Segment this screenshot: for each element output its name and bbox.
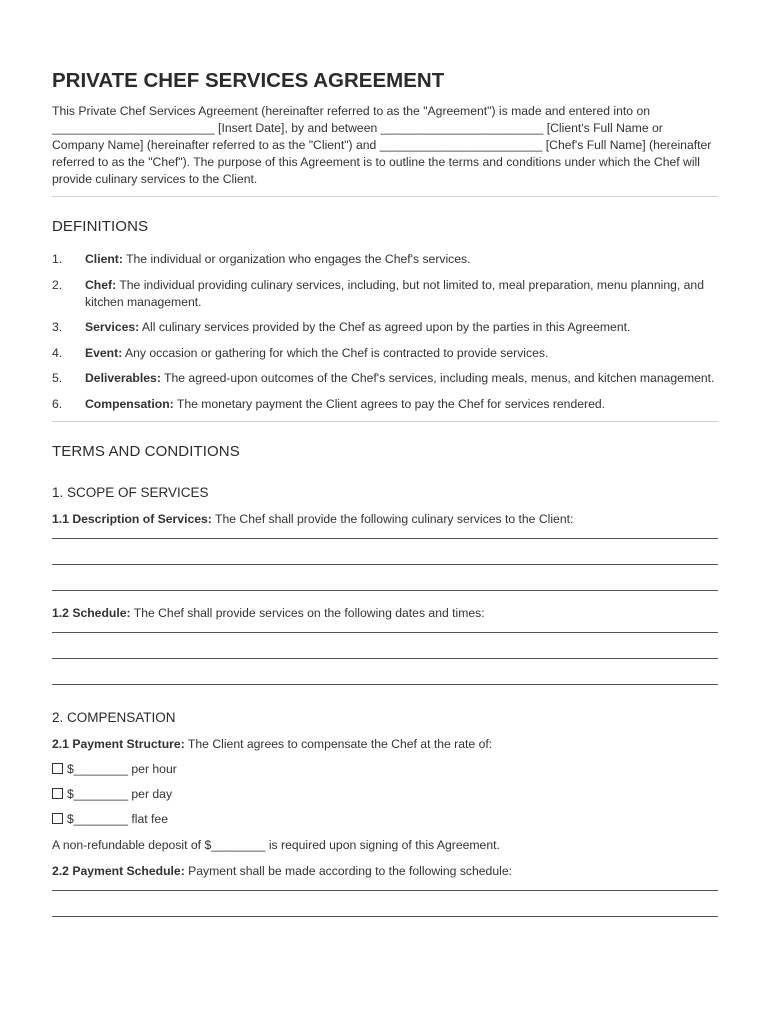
item-term: Deliverables: — [85, 371, 161, 385]
rate-amount: $________ — [67, 787, 129, 801]
document-title: PRIVATE CHEF SERVICES AGREEMENT — [52, 69, 445, 92]
item-number: 6. — [52, 396, 63, 411]
payment-schedule-text: Payment shall be made according to the following schedule: — [184, 864, 512, 878]
schedule-blanks — [52, 632, 718, 685]
item-term: Compensation: — [85, 396, 174, 411]
list-item — [52, 396, 718, 413]
intro-paragraph: This Private Chef Services Agreement (hereinafter referred to as the "Agreement") is made and entered into on ________________________ [Insert Date], by and between ________________________ [Client's Full Name or Company Name] (hereinafter referred to as the "Client") and ________________________ [Chef's Full Name] (hereinafter referred to as the "Chef"). The purpose of this Agreement is to outline the terms and conditions under which the Chef will provide culinary services to the Client. — [52, 104, 712, 186]
document-content — [52, 68, 718, 917]
terms-heading: TERMS AND CONDITIONS — [52, 443, 240, 460]
section-divider — [52, 421, 718, 422]
payment-schedule-blanks — [52, 890, 718, 917]
description-blanks — [52, 538, 718, 591]
schedule-label: 1.2 Schedule: — [52, 606, 131, 620]
item-term: Event: — [85, 345, 123, 360]
deposit-paragraph: A non-refundable deposit of $________ is required upon signing of this Agreement. — [52, 838, 500, 852]
rate-option-hour — [52, 761, 718, 778]
item-term: Client: — [85, 252, 123, 266]
fill-in-line[interactable] — [52, 590, 718, 591]
fill-in-line[interactable] — [52, 564, 718, 565]
schedule-text: The Chef shall provide services on the following dates and times: — [130, 606, 485, 620]
item-text: All culinary services provided by the Chef as agreed upon by the parties in this Agreement. — [139, 320, 631, 334]
item-number: 1. — [52, 252, 63, 266]
rate-unit: per day — [128, 787, 173, 801]
list-item — [52, 251, 718, 268]
item-number: 3. — [52, 320, 63, 334]
list-item — [52, 345, 718, 362]
description-label: 1.1 Description of Services: — [52, 512, 212, 526]
item-text: The individual providing culinary services, including, but not limited to, meal preparation, menu planning, and kitchen management. — [85, 277, 704, 309]
rate-unit: flat fee — [128, 812, 168, 826]
description-paragraph — [52, 511, 718, 528]
fill-in-line[interactable] — [52, 538, 718, 539]
list-item — [52, 370, 718, 387]
payment-structure-paragraph — [52, 736, 718, 753]
rate-amount: $________ — [67, 812, 129, 826]
checkbox-icon[interactable] — [52, 788, 63, 799]
fill-in-line[interactable] — [52, 658, 718, 659]
rate-option-flat — [52, 811, 718, 828]
item-text: The monetary payment the Client agrees to pay the Chef for services rendered. — [173, 396, 606, 411]
compensation-heading: 2. COMPENSATION — [52, 710, 176, 725]
payment-schedule-paragraph — [52, 863, 718, 880]
description-text: The Chef shall provide the following culinary services to the Client: — [211, 512, 574, 526]
definitions-heading: DEFINITIONS — [52, 218, 149, 235]
item-text: The agreed-upon outcomes of the Chef's services, including meals, menus, and kitchen management. — [160, 371, 715, 385]
definitions-list — [52, 251, 718, 413]
item-term: Chef: — [85, 277, 117, 292]
payment-structure-text: The Client agrees to compensate the Chef at the rate of: — [184, 737, 493, 751]
item-number: 5. — [52, 371, 63, 385]
fill-in-line[interactable] — [52, 890, 718, 891]
checkbox-icon[interactable] — [52, 763, 63, 774]
fill-in-line[interactable] — [52, 684, 718, 685]
list-item — [52, 277, 718, 311]
item-term: Services: — [85, 320, 140, 334]
item-text: Any occasion or gathering for which the Chef is contracted to provide services. — [122, 345, 549, 360]
rate-amount: $________ — [67, 762, 129, 776]
list-item — [52, 319, 718, 336]
item-text: The individual or organization who engages the Chef's services. — [122, 252, 471, 266]
item-number: 2. — [52, 277, 63, 292]
item-number: 4. — [52, 345, 63, 360]
schedule-paragraph — [52, 605, 718, 622]
fill-in-line[interactable] — [52, 632, 718, 633]
rate-unit: per hour — [128, 762, 177, 776]
section-divider — [52, 196, 718, 197]
payment-schedule-label: 2.2 Payment Schedule: — [52, 864, 185, 878]
payment-structure-label: 2.1 Payment Structure: — [52, 737, 185, 751]
fill-in-line[interactable] — [52, 916, 718, 917]
rate-option-day — [52, 786, 718, 803]
scope-heading: 1. SCOPE OF SERVICES — [52, 485, 209, 500]
checkbox-icon[interactable] — [52, 813, 63, 824]
